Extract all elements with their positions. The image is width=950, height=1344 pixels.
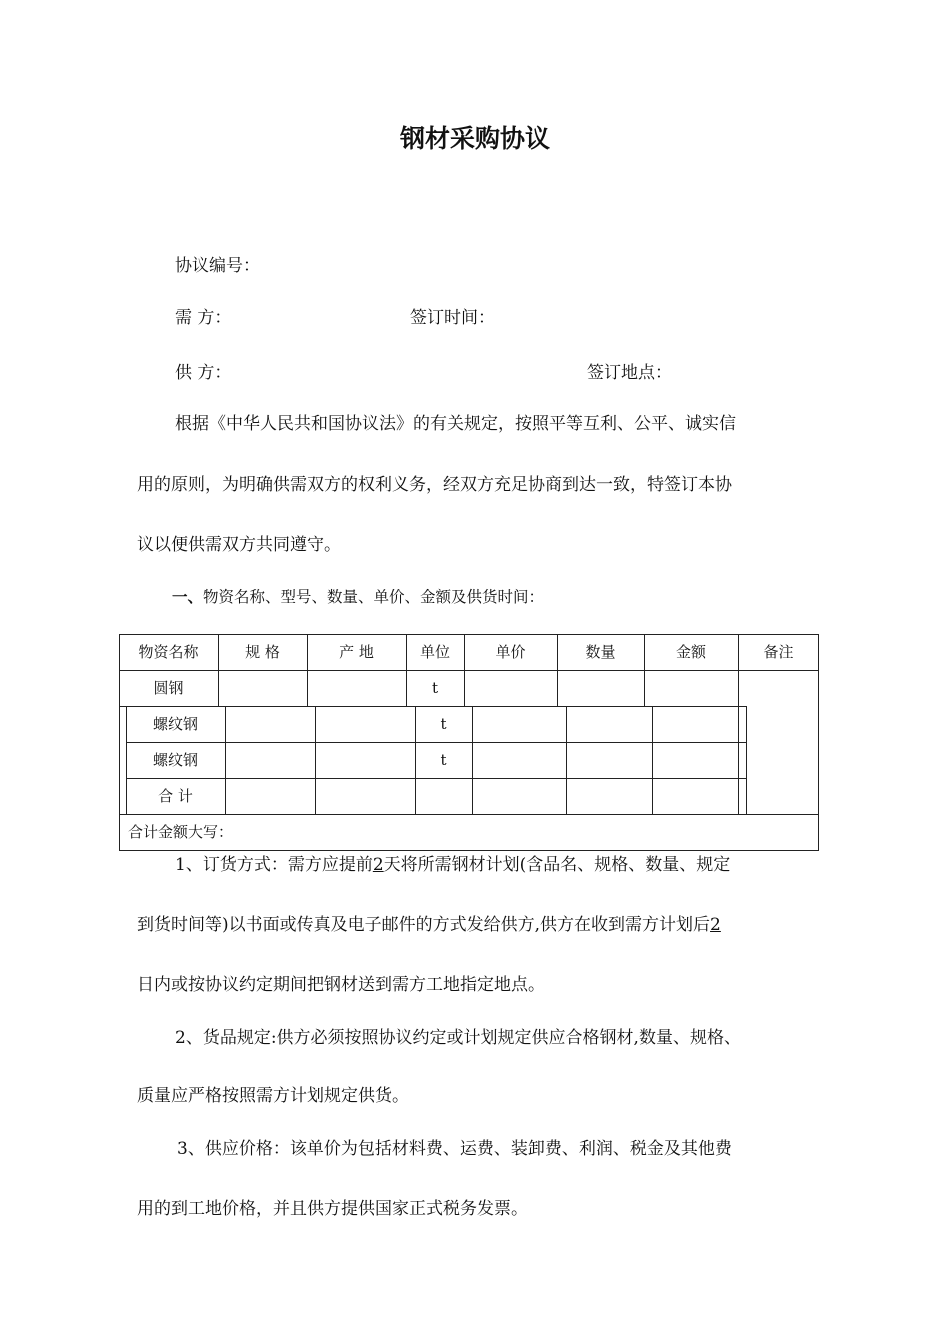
total-in-words-label: 合计金额大写： — [128, 823, 234, 841]
agreement-no-label: 协议编号： — [175, 256, 260, 276]
section-1-text: 物资名称、型号、数量、单价、金额及供货时间： — [203, 588, 545, 606]
clause-1-text-b: 天将所需钢材计划(含品名、规格、数量、规定 — [383, 855, 731, 875]
col-header-remark: 备注 — [763, 643, 794, 661]
clause-1-line-3: 日内或按协议约定期间把钢材送到需方工地指定地点。 — [137, 975, 545, 995]
col-header-amount: 金额 — [675, 643, 706, 661]
clause-1-days-value: 2 — [372, 855, 384, 875]
row-1-name: 圆钢 — [153, 679, 184, 697]
clause-1-line-2-days: 2 — [710, 915, 721, 935]
clause-2-line-1: 2、货品规定:供方必须按照协议约定或计划规定供应合格钢材,数量、规格、 — [175, 1028, 741, 1048]
row-total-name: 合 计 — [158, 787, 193, 805]
row-3-name: 螺纹钢 — [152, 751, 198, 769]
supplier-label: 供 方： — [175, 363, 232, 383]
row-2-name: 螺纹钢 — [152, 715, 198, 733]
sign-place-label: 签订地点： — [587, 363, 672, 383]
intro-line-3: 议以便供需双方共同遵守。 — [137, 535, 341, 555]
clause-2-line-2: 质量应严格按照需方计划规定供货。 — [137, 1086, 409, 1106]
clause-3-line-1: 3、供应价格：该单价为包括材料费、运费、装卸费、利润、税金及其他费 — [177, 1139, 732, 1159]
clause-1-line-2 — [137, 915, 721, 935]
sign-time-label: 签订时间： — [410, 308, 495, 328]
col-header-origin: 产 地 — [339, 643, 374, 661]
col-header-unit: 单位 — [419, 643, 450, 661]
col-header-unit-price: 单价 — [495, 643, 526, 661]
clause-3-line-2: 用的到工地价格，并且供方提供国家正式税务发票。 — [137, 1199, 528, 1219]
clause-1-line-2-text: 到货时间等)以书面或传真及电子邮件的方式发给供方,供方在收到需方计划后 — [137, 915, 711, 935]
document-title: 钢材采购协议 — [399, 124, 550, 153]
col-header-name: 物资名称 — [138, 643, 199, 661]
row-3-unit: t — [440, 751, 447, 769]
section-1-heading — [172, 587, 544, 607]
clause-1-line-1 — [175, 855, 730, 875]
clause-1-text-a: 1、订货方式：需方应提前 — [175, 855, 373, 875]
intro-line-2: 用的原则，为明确供需双方的权利义务，经双方充足协商到达一致，特签订本协 — [137, 475, 732, 495]
row-1-unit: t — [431, 679, 439, 697]
col-header-spec: 规 格 — [245, 643, 280, 661]
col-header-quantity: 数量 — [585, 643, 616, 661]
buyer-label: 需 方： — [175, 308, 232, 328]
row-2-unit: t — [440, 715, 447, 733]
intro-line-1: 根据《中华人民共和国协议法》的有关规定，按照平等互利、公平、诚实信 — [175, 414, 736, 434]
section-1-number: 一、 — [172, 588, 204, 606]
